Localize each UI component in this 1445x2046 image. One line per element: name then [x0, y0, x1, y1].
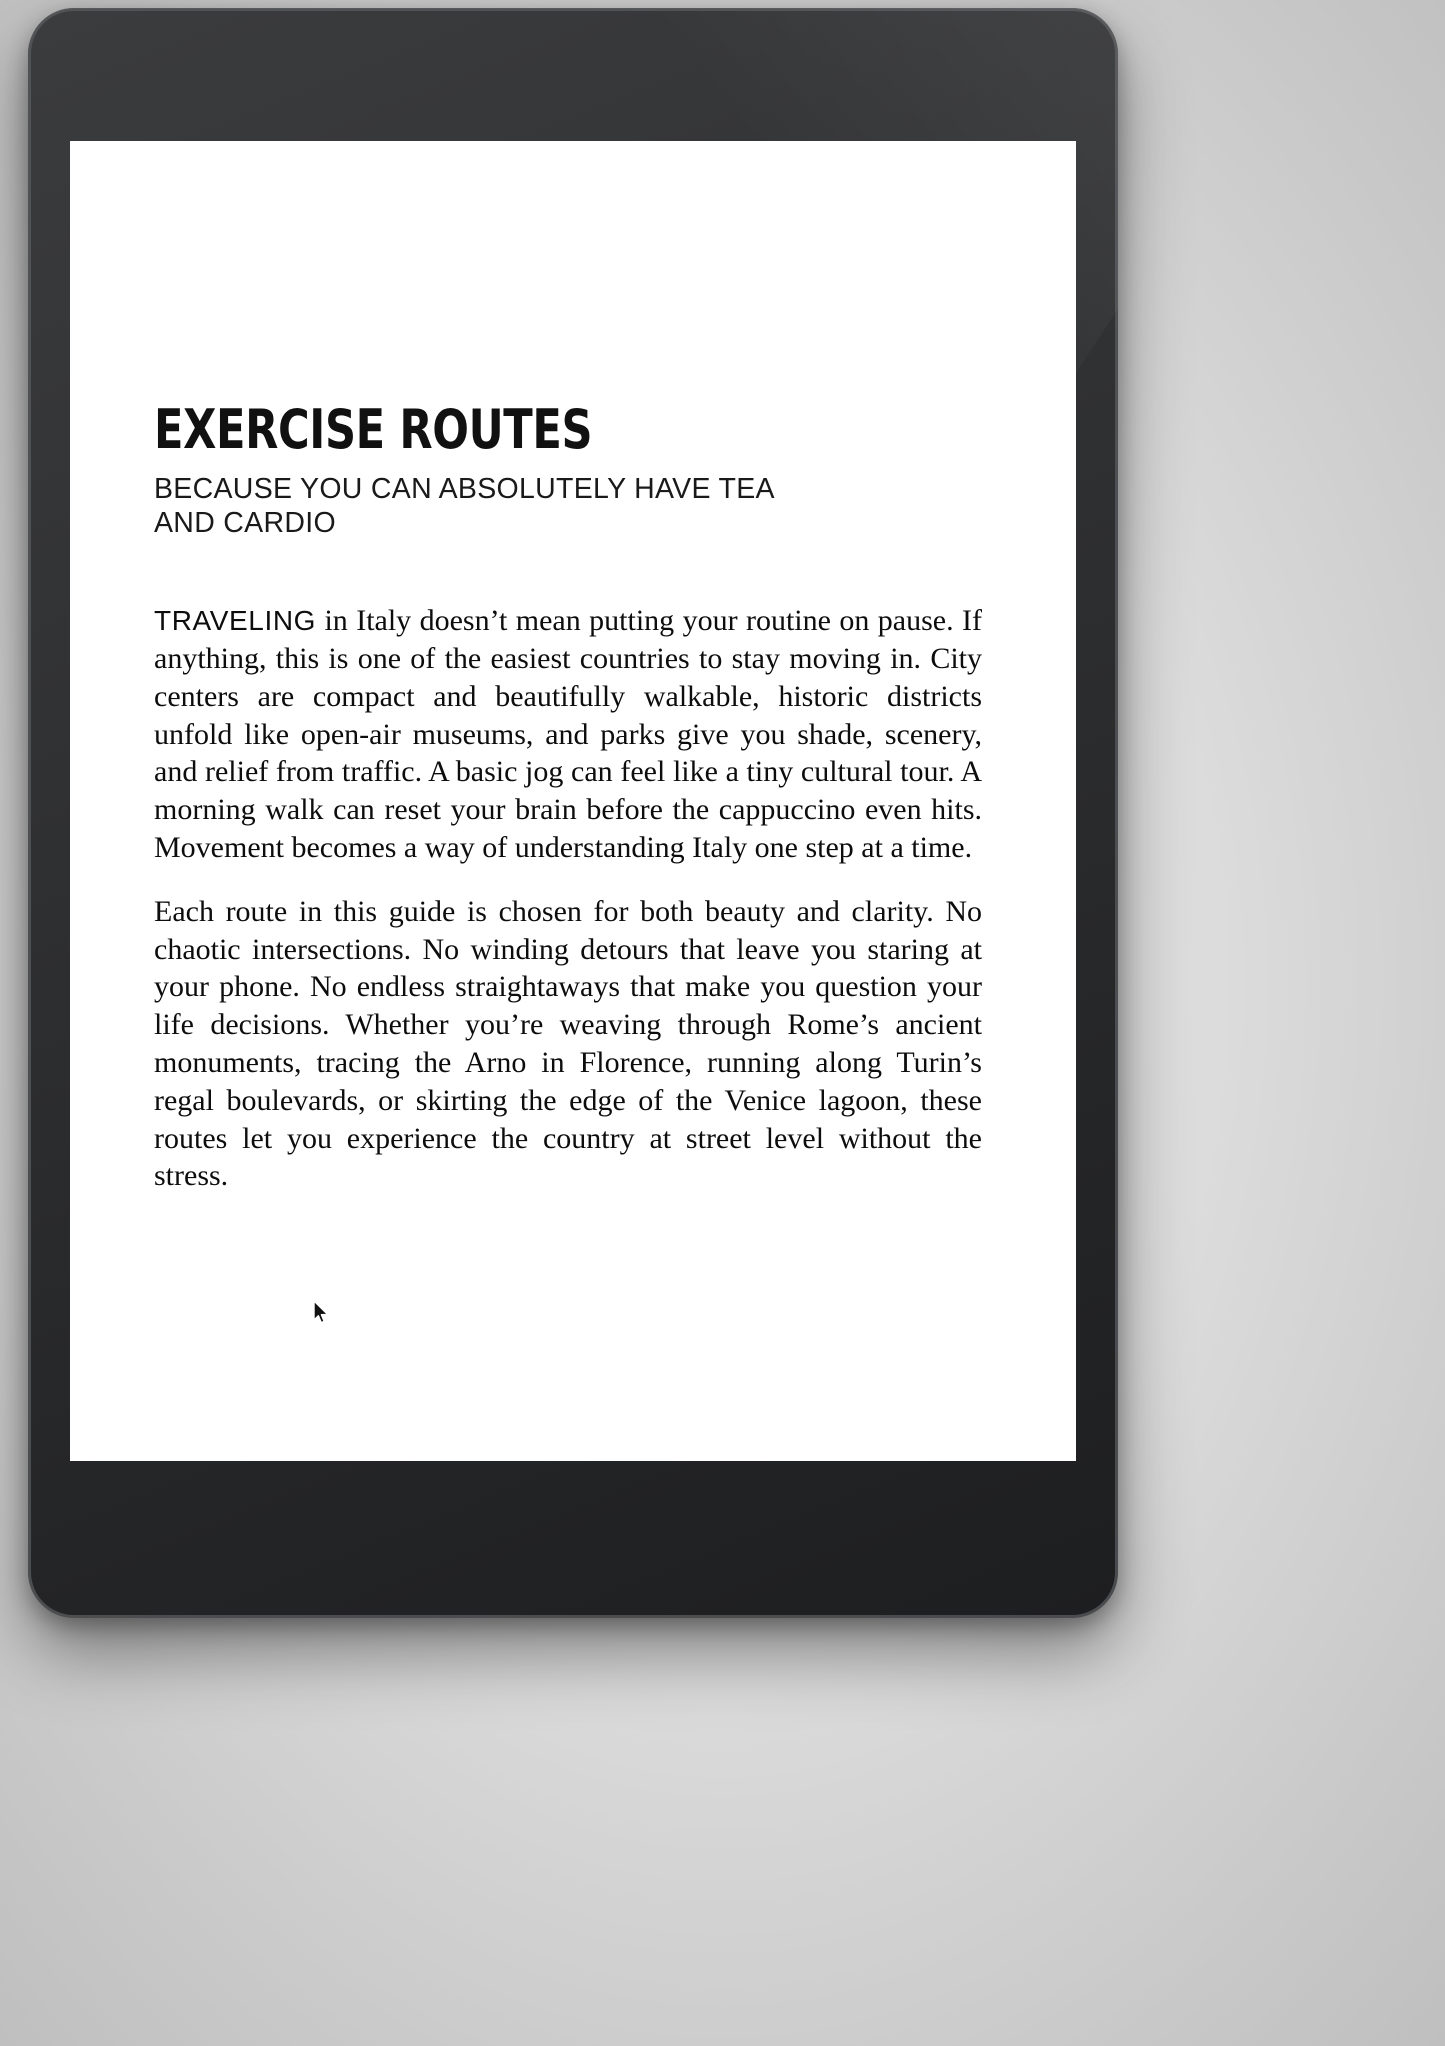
- page-title: EXERCISE ROUTES: [154, 398, 593, 461]
- body-text: [154, 602, 982, 1195]
- mouse-pointer-icon: [313, 1300, 330, 1325]
- tablet-device: [28, 8, 1118, 1618]
- paragraph-2: [154, 893, 982, 1195]
- paragraph-1: [154, 602, 982, 867]
- tablet-screen[interactable]: [70, 141, 1076, 1461]
- lead-word: TRAVELING: [154, 605, 317, 637]
- paragraph-2-text: Each route in this guide is chosen for both beauty and clarity. No chaotic intersections. No winding detours that leave you staring at your phone. No endless straightaways that make you question your life decisions. Whether you’re weaving through Rome’s ancient monuments, tracing the Arno in Florence, running along Turin’s regal boulevards, or skirting the edge of the Venice lagoon, these routes let you experience the country at street level without the stress.: [154, 894, 982, 1193]
- paragraph-1-text: in Italy doesn’t mean putting your routine on pause. If anything, this is one of the easiest countries to stay moving in. City centers are compact and beautifully walkable, historic districts unfold like open-air museums, and parks give you shade, scenery, and relief from traffic. A basic jog can feel like a tiny cultural tour. A morning walk can reset your brain before the cappuccino even hits. Movement becomes a way of understanding Italy one step at a time.: [154, 604, 982, 865]
- page-subtitle: BECAUSE YOU CAN ABSOLUTELY HAVE TEA AND CARDIO: [154, 473, 774, 539]
- document-content: [154, 398, 982, 1195]
